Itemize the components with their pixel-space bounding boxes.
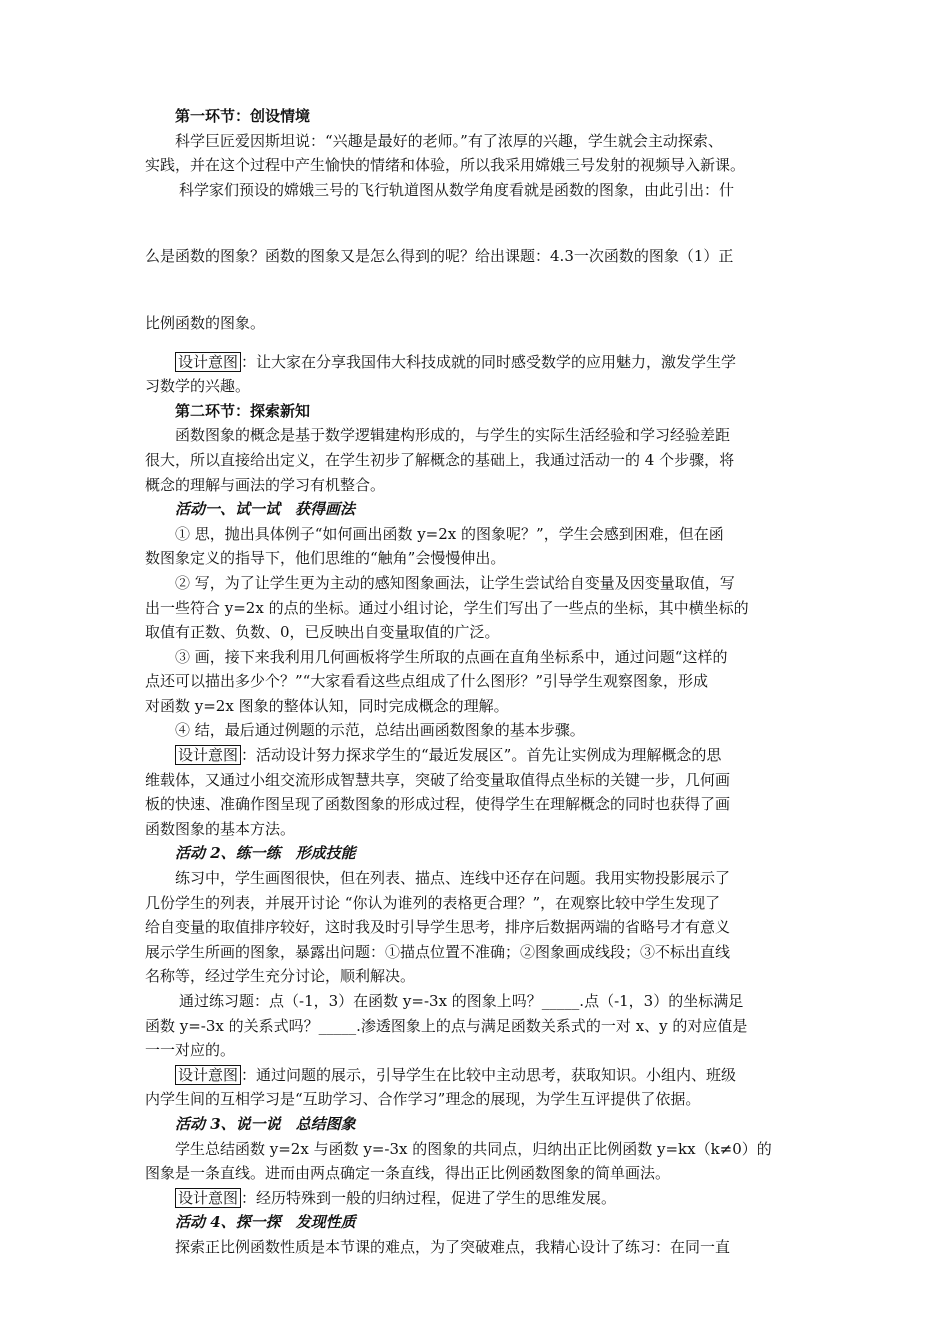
act1-step3-line2: 点还可以描出多少个？”“大家看看这些点组成了什么图形？”引导学生观察图象，形成: [145, 672, 709, 691]
document-page: [145, 104, 815, 1260]
section2-p1-line2: 很大，所以直接给出定义，在学生初步了解概念的基础上，我通过活动一的 4 个步骤，将: [145, 450, 735, 469]
intent2-line4: 函数图象的基本方法。: [145, 819, 296, 838]
section1-p1-line2: 实践，并在这个过程中产生愉快的情绪和体验，所以我采用嫦娥三号发射的视频导入新课。: [145, 156, 746, 175]
act1-step4-line1: ④ 结，最后通过例题的示范，总结出画函数图象的基本步骤。: [175, 721, 585, 740]
act1-step1-line1: ① 思，抛出具体例子“如何画出函数 y=2x 的图象呢？”，学生会感到困难，但在函: [175, 524, 724, 543]
act1-step3-line3: 对函数 y=2x 图象的整体认知，同时完成概念的理解。: [145, 696, 509, 715]
intent2-line1: 设计意图 ：活动设计努力探求学生的“最近发展区”。首先让实例成为理解概念的思: [145, 743, 815, 768]
act2-p1-line5: 名称等，经过学生充分讨论，顺利解决。: [145, 967, 416, 986]
intent3-line1: 设计意图 ：通过问题的展示，引导学生在比较中主动思考，获取知识。小组内、班级: [145, 1063, 815, 1088]
act3-p1-line2: 图象是一条直线。进而由两点确定一条直线，得出正比例函数图象的简单画法。: [145, 1164, 671, 1183]
intent1-line1: 设计意图 ：让大家在分享我国伟大科技成就的同时感受数学的应用魅力，激发学生学: [145, 350, 815, 375]
activity4-heading: 活动 4、探一探 发现性质: [175, 1213, 356, 1232]
intent1-line2: 习数学的兴趣。: [145, 377, 251, 396]
act2-p2-line1: 通过练习题：点（-1，3）在函数 y=-3x 的图象上吗？_____.点（-1，3）的坐标满足: [179, 992, 744, 1010]
act1-step3-line1: ③ 画，接下来我利用几何画板将学生所取的点画在直角坐标系中，通过问题“这样的: [175, 647, 728, 666]
act2-p2-line3: 一一对应的。: [145, 1041, 236, 1060]
act4-p1-line1: 探索正比例函数性质是本节课的难点，为了突破难点，我精心设计了练习：在同一直: [175, 1237, 731, 1256]
act2-p1-line3: 给自变量的取值排序较好，这时我及时引导学生思考，排序后数据两端的省略号才有意义: [145, 918, 731, 937]
intent4-line1: 设计意图 ：经历特殊到一般的归纳过程，促进了学生的思维发展。: [145, 1186, 815, 1211]
act1-step2-line2: 出一些符合 y=2x 的点的坐标。通过小组讨论，学生们写出了一些点的坐标，其中横坐标的: [145, 598, 749, 617]
design-intent-label: 设计意图: [175, 745, 241, 765]
act2-p1-line4: 展示学生所画的图象，暴露出问题：①描点位置不准确；②图象画成线段；③不标出直线: [145, 942, 731, 961]
act1-step1-line2: 数图象定义的指导下，他们思维的“触角”会慢慢伸出。: [145, 549, 506, 568]
act2-p2-line2: 函数 y=-3x 的关系式吗？_____.渗透图象上的点与满足函数关系式的一对 x、y 的对应值是: [145, 1016, 748, 1035]
intent3-line2: 内学生间的互相学习是“互助学习、合作学习”理念的展现，为学生互评提供了依据。: [145, 1090, 701, 1109]
act2-p1-line1: 练习中，学生画图很快，但在列表、描点、连线中还存在问题。我用实物投影展示了: [175, 869, 731, 888]
design-intent-label: 设计意图: [175, 1065, 241, 1085]
activity3-heading: 活动 3、说一说 总结图象: [175, 1114, 356, 1133]
intent2-line3: 板的快速、准确作图呈现了函数图象的形成过程，使得学生在理解概念的同时也获得了画: [145, 795, 731, 814]
activity2-heading: 活动 2、练一练 形成技能: [175, 844, 356, 863]
act1-step2-line3: 取值有正数、负数、0，已反映出自变量取值的广泛。: [145, 623, 500, 642]
section2-p1-line3: 概念的理解与画法的学习有机整合。: [145, 475, 386, 494]
intent2-line2: 维载体，又通过小组交流形成智慧共享，突破了给变量取值得点坐标的关键一步，几何画: [145, 770, 731, 789]
act2-p1-line2: 几份学生的列表，并展开讨论 “你认为谁列的表格更合理？”，在观察比较中学生发现了: [145, 893, 721, 912]
act1-step2-line1: ② 写，为了让学生更为主动的感知图象画法，让学生尝试给自变量及因变量取值，写: [175, 573, 735, 592]
design-intent-label: 设计意图: [175, 352, 241, 372]
activity1-heading: 活动一、试一试 获得画法: [175, 500, 356, 519]
section2-heading: 第二环节：探索新知: [175, 401, 311, 420]
section1-p2-line3: 比例函数的图象。: [145, 313, 266, 332]
section1-p2-line1: 科学家们预设的嫦娥三号的飞行轨道图从数学角度看就是函数的图象，由此引出：什: [179, 180, 735, 199]
section1-p1-line1: 科学巨匠爱因斯坦说：“兴趣是最好的老师。”有了浓厚的兴趣，学生就会主动探索、: [175, 131, 723, 150]
section2-p1-line1: 函数图象的概念是基于数学逻辑建构形成的，与学生的实际生活经验和学习经验差距: [175, 426, 731, 445]
act3-p1-line1: 学生总结函数 y=2x 与函数 y=-3x 的图象的共同点，归纳出正比例函数 y=kx（k≠0）的: [175, 1139, 772, 1158]
design-intent-label: 设计意图: [175, 1188, 241, 1208]
section1-p2-line2: 么是函数的图象？函数的图象又是怎么得到的呢？给出课题：4.3一次函数的图象（1）正: [145, 247, 734, 266]
section1-heading: 第一环节：创设情境: [175, 107, 311, 125]
